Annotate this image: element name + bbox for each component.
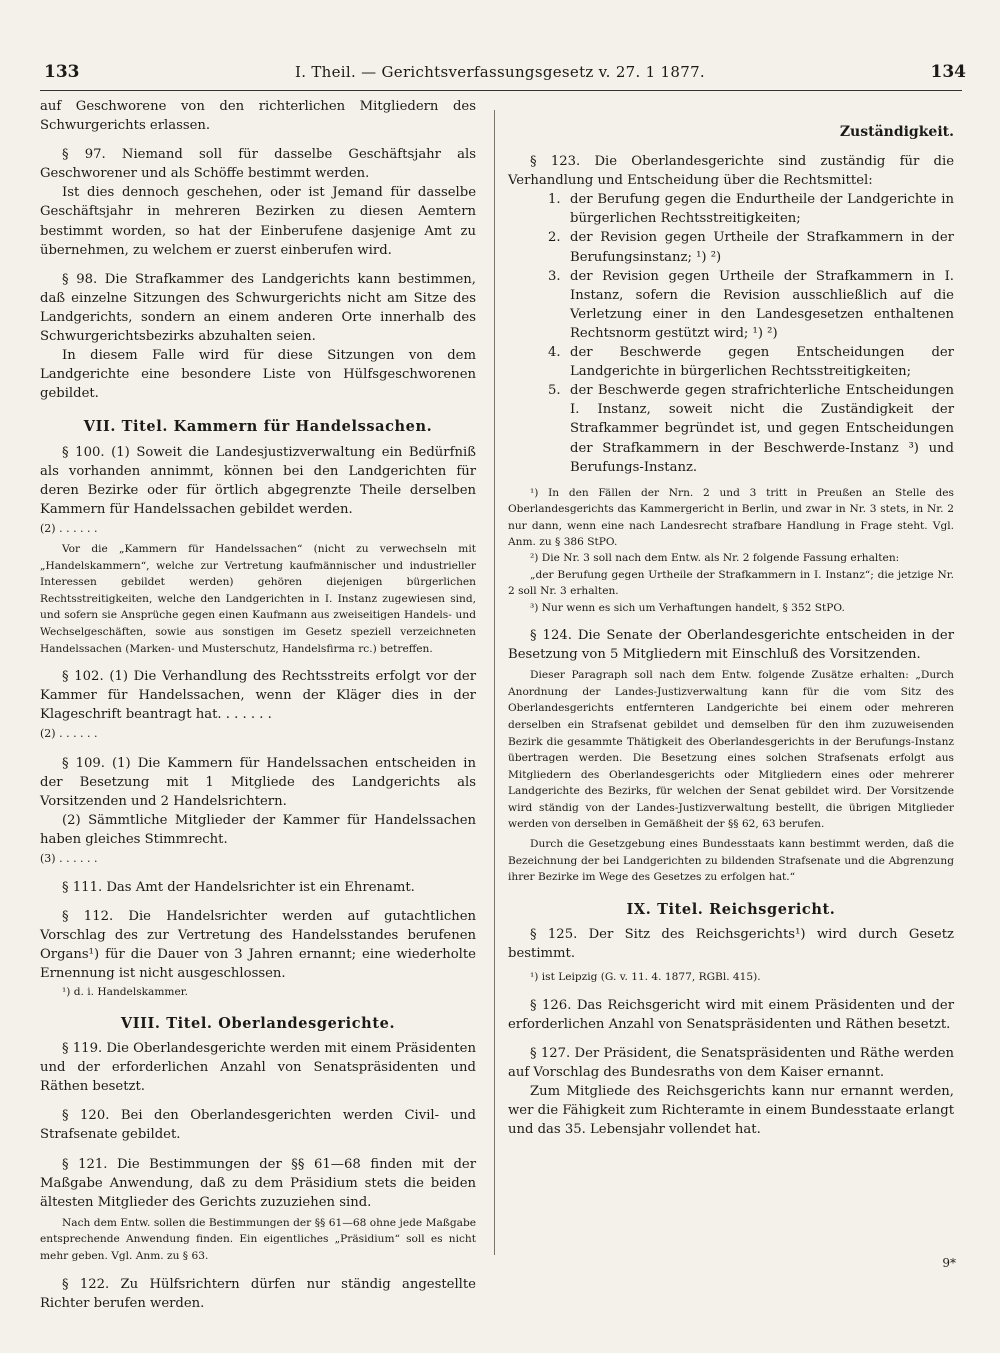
annotation-100: Vor die „Kammern für Handelssachen“ (nicht zu verwechseln mit „Handelskammern“, welche zur Vertretung kaufmännischer und industrieller Interessen gebildet werden) gehören diejenigen bürgerlichen Rechtsstreitigkeiten, welche den Landgerichten in I. Instanz zugewiesen sind, und sofern sie Ansprüche gegen einen Kaufmann aus zweiseitigen Handels- und Wechselgeschäften, sowie aus sonstigen im Gesetz speziell verzeichneten Handelssachen (Marken- und Musterschutz, Handelsfirma rc.) betreffen. <box>40 542 476 655</box>
section-heading: Zuständigkeit. <box>839 124 954 140</box>
paragraph: Zum Mitgliede des Reichsgerichts kann nur ernannt werden, wer die Fähigkeit zum Richteramte in einem Bundesstaate erlangt und das 35. Lebensjahr vollendet hat. <box>508 1083 954 1138</box>
section-123: § 123. Die Oberlandesgerichte sind zuständig für die Verhandlung und Entscheidung über die Rechtsmittel: <box>508 154 954 189</box>
section-126: § 126. Das Reichsgericht wird mit einem Präsidenten und der erforderlichen Anzahl von Senatspräsidenten und Räthen besetzt. <box>508 997 954 1032</box>
footnote: ¹) d. i. Handelskammer. <box>62 985 189 998</box>
footnote: ¹) In den Fällen der Nrn. 2 und 3 tritt in Preußen an Stelle des Oberlandesgerichts das Kammergericht in Berlin, und zwar in Nr. 3 stets, in Nr. 2 nur dann, wenn eine nach Landesrecht strafbare Handlung in Frage steht. Vgl. Anm. zu § 386 StPO. <box>508 486 954 548</box>
annotation-124: Dieser Paragraph soll nach dem Entw. folgende Zusätze erhalten: „Durch Anordnung der Landes-Justizverwaltung kann für die vom Sitz des Oberlandesgerichts entfernteren Landgerichte bei einem oder mehreren derselben ein Strafsenat gebildet und demselben für den ihm zuzuweisenden Bezirk die gesammte Thätigkeit des Oberlandesgerichts in der Berufungs-Instanz übertragen werden. Die Besetzung eines solchen Strafsenats erfolgt aus Mitgliedern des Oberlandesgerichts oder Mitgliedern eines oder mehrerer Landgerichte des Bezirks, für welchen der Senat gebildet wird. Der Vorsitzende wird ständig von der Landes-Justizverwaltung bestellt, die übrigen Mitglieder werden von derselben in Gemäßheit der §§ 62, 63 berufen. <box>508 669 954 831</box>
footnote: „der Berufung gegen Urtheile der Strafkammern in I. Instanz“; die jetzige Nr. 2 soll Nr. 3 erhalten. <box>508 568 954 598</box>
title-vii-heading: VII. Titel. Kammern für Handelssachen. <box>83 418 433 436</box>
omission: (2) . . . . . . <box>40 727 98 741</box>
paragraph: (2) Sämmtliche Mitglieder der Kammer für Handelssachen haben gleiches Stimmrecht. <box>40 812 476 847</box>
page-number-left: 133 <box>44 62 80 82</box>
list-text: der Beschwerde gegen strafrichterliche Entscheidungen I. Instanz, soweit nicht die Zuständigkeit der Strafkammer begründet ist, und gegen Entscheidungen der Strafkammern in der Beschwerde-Instanz ³) und Berufungs-Instanz. <box>570 383 954 475</box>
rechtsmittel-list <box>508 190 954 476</box>
section-102: § 102. (1) Die Verhandlung des Rechtsstreits erfolgt vor der Kammer für Handelssachen, wenn der Kläger dies in der Klageschrift beantragt hat. . . . . . . <box>40 669 476 723</box>
signature-mark: 9* <box>942 1256 956 1270</box>
annotation-124: Durch die Gesetzgebung eines Bundesstaats kann bestimmt werden, daß die Bezeichnung der bei Landgerichten zu bildenden Strafsenate und die Abgrenzung ihrer Bezirke im Wege des Gesetzes zu erfolgen hat.“ <box>508 838 954 884</box>
list-number: 5. <box>548 383 561 399</box>
list-text: der Revision gegen Urtheile der Strafkammern in I. Instanz, sofern die Revision ausschließlich auf die Verletzung einer in den Landesgesetzen enthaltenen Rechtsnorm gestützt wird; ¹) ²) <box>570 268 954 341</box>
page-number-right: 134 <box>930 62 966 82</box>
page-header <box>34 62 966 90</box>
list-item <box>508 267 954 343</box>
list-item <box>508 228 954 266</box>
section-121: § 121. Die Bestimmungen der §§ 61—68 finden mit der Maßgabe Anwendung, daß zu dem Präsidium stets die beiden ältesten Mitglieder des Gerichts zuzuziehen sind. <box>40 1156 476 1210</box>
footnote: ²) Die Nr. 3 soll nach dem Entw. als Nr. 2 folgende Fassung erhalten: <box>530 552 900 565</box>
section-120: § 120. Bei den Oberlandesgerichten werden Civil- und Strafsenate gebildet. <box>40 1108 476 1143</box>
header-rule <box>40 90 962 91</box>
list-number: 3. <box>548 268 561 284</box>
column-divider <box>494 110 495 1255</box>
paragraph: auf Geschworene von den richterlichen Mitgliedern des Schwurgerichts erlassen. <box>40 99 476 134</box>
list-number: 2. <box>548 230 561 246</box>
footnote: ³) Nur wenn es sich um Verhaftungen handelt, § 352 StPO. <box>530 601 845 614</box>
list-number: 1. <box>548 192 561 208</box>
section-124: § 124. Die Senate der Oberlandesgerichte entscheiden in der Besetzung von 5 Mitgliedern mit Einschluß des Vorsitzenden. <box>508 627 954 663</box>
paragraph: In diesem Falle wird für diese Sitzungen von dem Landgerichte eine besondere Liste von Hülfsgeschworenen gebildet. <box>40 348 476 402</box>
section-97: § 97. Niemand soll für dasselbe Geschäftsjahr als Geschworener und als Schöffe bestimmt werden. <box>40 147 476 182</box>
running-title: I. Theil. — Gerichtsverfassungsgesetz v. 27. 1 1877. <box>294 63 705 81</box>
title-viii-heading: VIII. Titel. Oberlandesgerichte. <box>120 1014 396 1032</box>
omission: (2) . . . . . . <box>40 521 98 535</box>
list-item <box>508 190 954 228</box>
section-111: § 111. Das Amt der Handelsrichter ist ein Ehrenamt. <box>62 880 415 896</box>
section-109: § 109. (1) Die Kammern für Handelssachen entscheiden in der Besetzung mit 1 Mitgliede des Landgerichts als Vorsitzenden und 2 Handelsrichtern. <box>40 755 476 809</box>
list-number: 4. <box>548 345 561 361</box>
left-column <box>40 97 476 1313</box>
annotation-121: Nach dem Entw. sollen die Bestimmungen der §§ 61—68 ohne jede Maßgabe entsprechende Anwendung finden. Ein eigentliches „Präsidium“ soll es nicht mehr geben. Vgl. Anm. zu § 63. <box>40 1216 476 1262</box>
footnote: ¹) ist Leipzig (G. v. 11. 4. 1877, RGBl. 415). <box>530 971 761 984</box>
section-98: § 98. Die Strafkammer des Landgerichts kann bestimmen, daß einzelne Sitzungen des Schwurgerichts nicht am Sitze des Landgerichts, sondern an einem anderen Orte innerhalb des Schwurgerichtsbezirks abzuhalten seien. <box>40 271 476 345</box>
list-text: der Revision gegen Urtheile der Strafkammern in der Berufungsinstanz; ¹) ²) <box>570 230 954 265</box>
list-item <box>508 343 954 381</box>
section-127: § 127. Der Präsident, die Senatspräsidenten und Räthe werden auf Vorschlag des Bundesraths von dem Kaiser ernannt. <box>508 1045 954 1080</box>
paragraph: Ist dies dennoch geschehen, oder ist Jemand für dasselbe Geschäftsjahr in mehreren Bezirken zu diesen Aemtern bestimmt worden, so hat der Einberufene dasjenige Amt zu übernehmen, zu welchem er zuerst einberufen wird. <box>40 185 476 258</box>
section-122: § 122. Zu Hülfsrichtern dürfen nur ständig angestellte Richter berufen werden. <box>40 1276 476 1311</box>
section-125: § 125. Der Sitz des Reichsgerichts¹) wird durch Gesetz bestimmt. <box>508 926 954 962</box>
title-ix-heading: IX. Titel. Reichsgericht. <box>626 900 836 918</box>
list-item <box>508 381 954 476</box>
section-119: § 119. Die Oberlandesgerichte werden mit einem Präsidenten und der erforderlichen Anzahl von Senatspräsidenten und Räthen besetzt. <box>40 1041 476 1095</box>
right-column <box>508 97 954 1139</box>
section-112: § 112. Die Handelsrichter werden auf gutachtlichen Vorschlag des zur Vertretung des Handelsstandes berufenen Organs¹) für die Dauer von 3 Jahren ernannt; eine wiederholte Ernennung ist nicht ausgeschlossen. <box>40 909 476 982</box>
list-text: der Beschwerde gegen Entscheidungen der Landgerichte in bürgerlichen Rechtsstreitigkeiten; <box>570 345 954 380</box>
section-100: § 100. (1) Soweit die Landesjustizverwaltung ein Bedürfniß als vorhanden annimmt, können bei den Landgerichten für deren Bezirke oder für örtlich abgegrenzte Theile derselben Kammern für Handelssachen gebildet werden. <box>40 444 476 517</box>
omission: (3) . . . . . . <box>40 851 98 865</box>
list-text: der Berufung gegen die Endurtheile der Landgerichte in bürgerlichen Rechtsstreitigkeiten; <box>570 192 954 227</box>
